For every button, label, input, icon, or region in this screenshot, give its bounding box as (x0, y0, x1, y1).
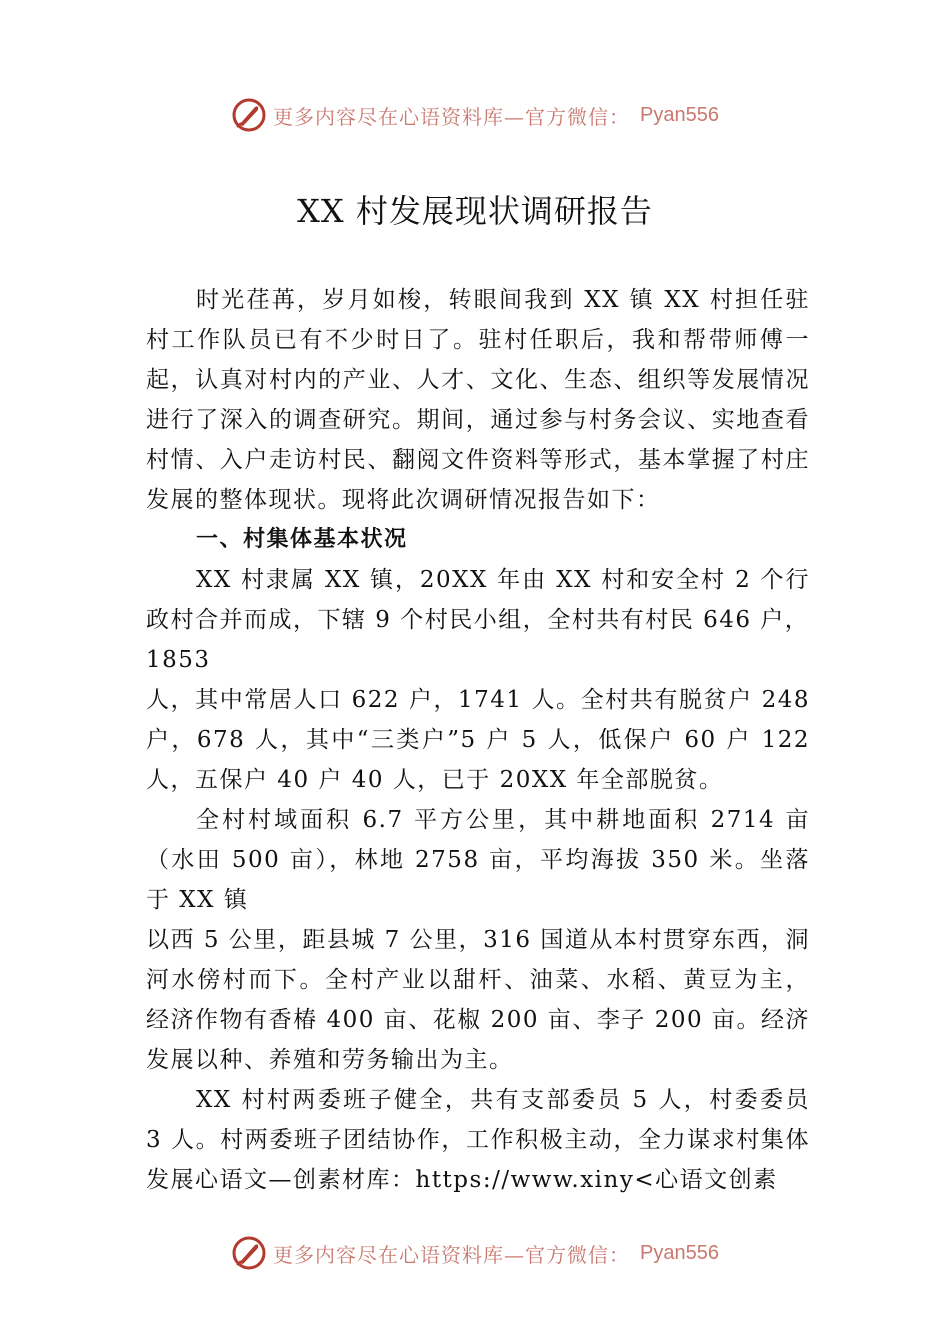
watermark-text: 更多内容尽在心语资料库—官方微信： (273, 104, 631, 129)
watermark-wechat-id: Pyan556 (640, 103, 719, 126)
paragraph-fragment: 1853 (146, 647, 211, 673)
quill-logo-icon (231, 97, 267, 133)
paragraph-population: 人，其中常居人口 622 户，1741 人。全村共有脱贫户 248 户，678 人，其中“三类户”5 户 5 人，低保户 60 户 122 人，五保户 40 户 40 人，已于 20XX 年全部脱贫。 (146, 687, 810, 793)
paragraph-area: 全村村域面积 6.7 平方公里，其中耕地面积 2714 亩（水田 500 亩），林地 2758 亩，平均海拔 350 米。坐落于 XX 镇 (146, 807, 810, 913)
watermark-wechat-id: Pyan556 (640, 1241, 719, 1264)
paragraph-committee: XX 村村两委班子健全，共有支部委员 5 人，村委委员 3 人。村两委班子团结协作，工作积极主动，全力谋求村集体发展心语文—创素材库：https://www.xiny<心语文创素 (146, 1087, 810, 1193)
intro-paragraph: 时光荏苒，岁月如梭，转眼间我到 XX 镇 XX 村担任驻村工作队员已有不少时日了。驻村任职后，我和帮带师傅一起，认真对村内的产业、人才、文化、生态、组织等发展情况进行了深入的调查研究。期间，通过参与村务会议、实地查看村情、入户走访村民、翻阅文件资料等形式，基本掌握了村庄发展的整体现状。现将此次调研情况报告如下： (146, 287, 810, 513)
paragraph-location-industry: 以西 5 公里，距县城 7 公里，316 国道从本村贯穿东西，洞河水傍村而下。全村产业以甜杆、油菜、水稻、黄豆为主， 经济作物有香椿 400 亩、花椒 200 亩、李子 200 亩。经济发展以种、养殖和劳务输出为主。 (146, 927, 810, 1073)
watermark-text: 更多内容尽在心语资料库—官方微信： (273, 1242, 631, 1267)
document-title: XX 村发展现状调研报告 (297, 192, 653, 230)
quill-logo-icon (231, 1235, 267, 1271)
document-body (146, 280, 810, 1200)
paragraph-village-overview: XX 村隶属 XX 镇，20XX 年由 XX 村和安全村 2 个行政村合并而成，下辖 9 个村民小组，全村共有村民 646 户， (146, 567, 810, 633)
header-watermark (0, 95, 950, 135)
footer-watermark (0, 1233, 950, 1273)
section-heading: 一、村集体基本状况 (196, 527, 408, 552)
